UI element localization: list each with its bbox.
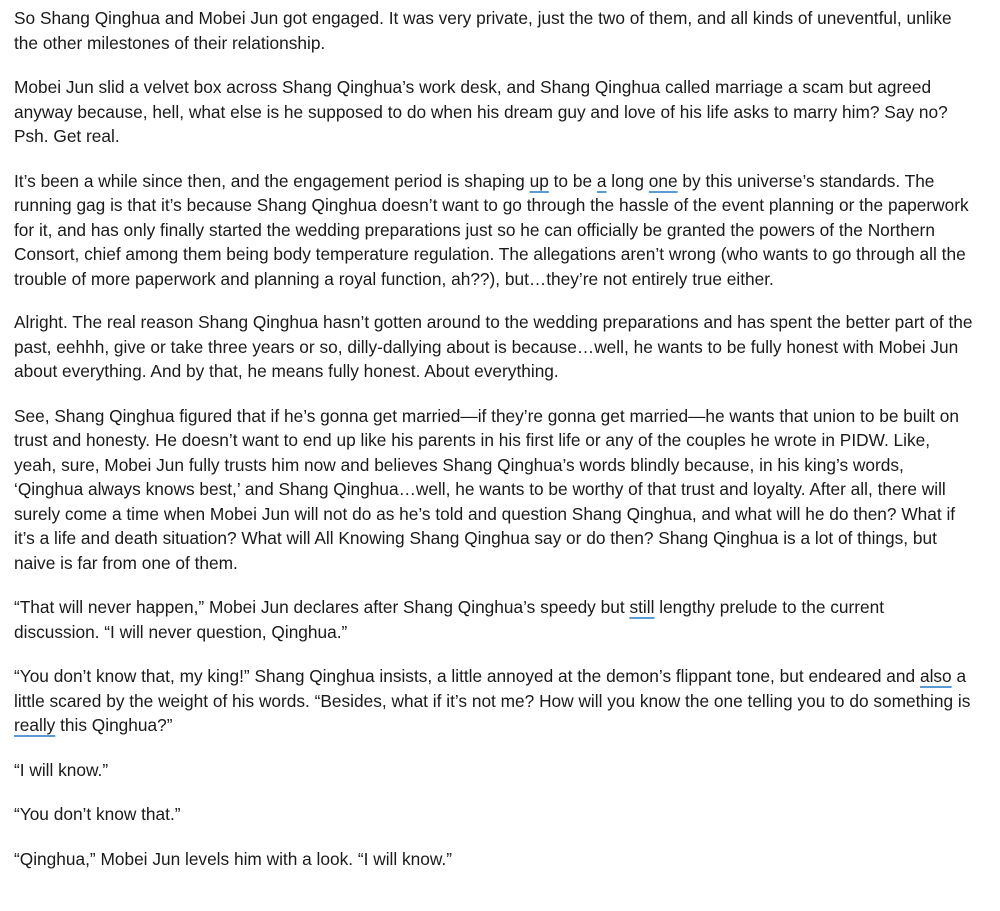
- paragraph-4: [14, 310, 974, 384]
- text-run: a little scared by the weight of his words. “Besides, what if it’s not me? How will you know the one telling you to do something is: [14, 666, 971, 711]
- grammar-flag-word[interactable]: up: [529, 170, 549, 191]
- paragraph-10: [14, 847, 974, 872]
- paragraph-2: [14, 75, 974, 149]
- text-run: “You don’t know that.”: [14, 804, 181, 824]
- text-run: lengthy prelude to the current discussion. “I will never question, Qinghua.”: [14, 597, 885, 642]
- text-run: So Shang Qinghua and Mobei Jun got engaged. It was very private, just the two of them, and all kinds of uneventful, unlike the other milestones of their relationship.: [14, 8, 952, 53]
- text-run: “I will know.”: [14, 759, 109, 780]
- paragraph-7: [14, 664, 974, 738]
- document-body[interactable]: [14, 6, 974, 871]
- paragraph-8: [14, 758, 974, 783]
- paragraph-9: [14, 802, 974, 827]
- text-run: this Qinghua?”: [55, 715, 173, 735]
- text-run: to be: [548, 170, 597, 191]
- paragraph-1: [14, 6, 974, 55]
- text-run: “Qinghua,” Mobei Jun levels him with a look. “I will know.”: [14, 848, 452, 869]
- text-run: long: [606, 170, 649, 191]
- paragraph-3: [14, 169, 974, 292]
- grammar-flag-word[interactable]: a: [596, 170, 607, 191]
- grammar-flag-word[interactable]: really: [14, 715, 56, 735]
- paragraph-6: [14, 595, 974, 644]
- grammar-flag-word[interactable]: one: [648, 170, 678, 191]
- text-run: Mobei Jun slid a velvet box across Shang Qinghua’s work desk, and Shang Qinghua called marriage a scam but agreed anyway because, hell, what else is he supposed to do when his dream guy and love of his life asks to marry him? Say no? Psh. Get real.: [14, 77, 948, 146]
- text-run: It’s been a while since then, and the engagement period is shaping: [14, 170, 530, 191]
- text-run: by this universe’s standards. The running gag is that it’s because Shang Qinghua doesn’t want to go through the hassle of the event planning or the paperwork for it, and has only finally started the wedding preparations just so he can officially be granted the powers of the Northern Consort, chief among them being body temperature regulation. The allegations aren’t wrong (who wants to go through all the trouble of more paperwork and planning a royal function, ah??), but…they’re not entirely true either.: [14, 170, 969, 289]
- paragraph-5: [14, 404, 974, 576]
- text-run: See, Shang Qinghua figured that if he’s gonna get married—if they’re gonna get married—he wants that union to be built on trust and honesty. He doesn’t want to end up like his parents in his first life or any of the couples he wrote in PIDW. Like, yeah, sure, Mobei Jun fully trusts him now and believes Shang Qinghua’s words blindly because, in his king’s words, ‘Qinghua always knows best,’ and Shang Qinghua…well, he wants to be worthy of that trust and loyalty. After all, there will surely come a time when Mobei Jun will not do as he’s told and question Shang Qinghua, and what will he do then? What if it’s a life and death situation? What will All Knowing Shang Qinghua say or do then? Shang Qinghua is a lot of things, but naive is far from one of them.: [14, 405, 959, 573]
- text-run: Alright. The real reason Shang Qinghua hasn’t gotten around to the wedding preparations and has spent the better part of the past, eehhh, give or take three years or so, dilly-dallying about is because…well, he wants to be fully honest with Mobei Jun about everything. And by that, he means fully honest. About everything.: [14, 312, 973, 381]
- grammar-flag-word[interactable]: also: [919, 666, 952, 686]
- text-run: “You don’t know that, my king!” Shang Qinghua insists, a little annoyed at the demon’s flippant tone, but endeared and: [14, 666, 920, 686]
- text-run: “That will never happen,” Mobei Jun declares after Shang Qinghua’s speedy but: [14, 597, 630, 617]
- grammar-flag-word[interactable]: still: [629, 597, 655, 617]
